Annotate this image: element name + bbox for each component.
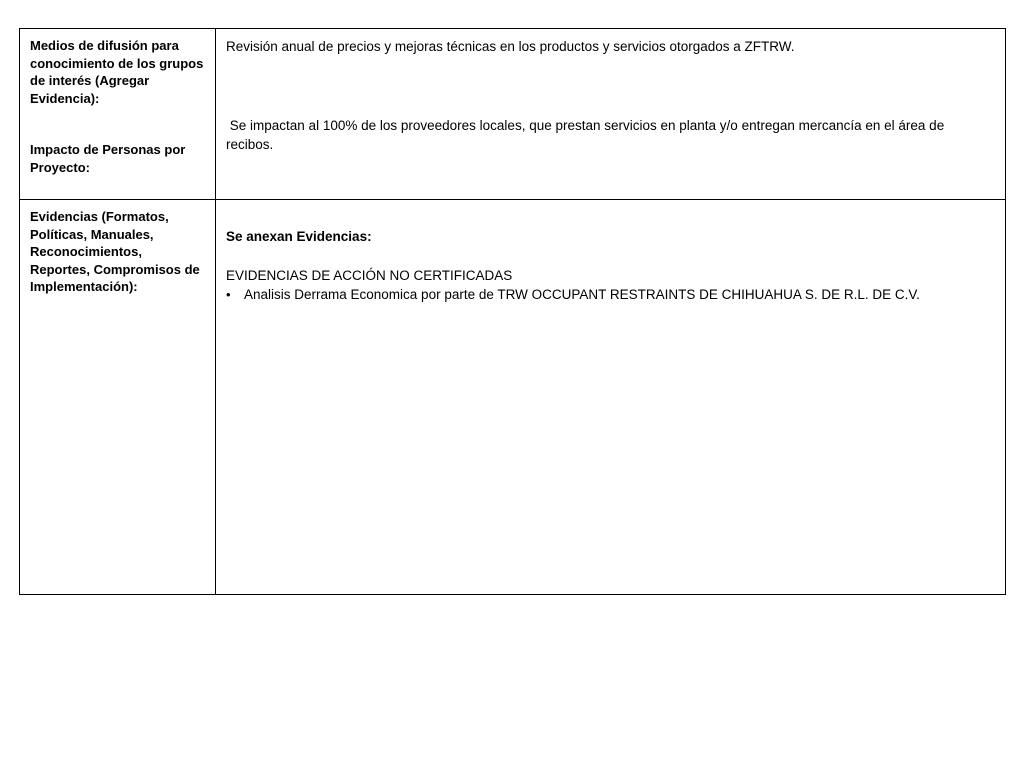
content-impacto-personas: Se impactan al 100% de los proveedores locales, que prestan servicios en planta y/o entregan mercancía en el área de recibos. bbox=[226, 117, 948, 152]
document-table bbox=[19, 28, 1006, 595]
content-cell-difusion-impacto bbox=[216, 29, 1006, 200]
list-item bbox=[226, 285, 995, 305]
evidencia-bullet-text: Analisis Derrama Economica por parte de TRW OCCUPANT RESTRAINTS DE CHIHUAHUA S. DE R.L. DE C.V. bbox=[244, 287, 920, 302]
label-cell-difusion-impacto bbox=[20, 29, 216, 200]
label-evidencias: Evidencias (Formatos, Políticas, Manuales, Reconocimientos, Reportes, Compromisos de Implementación): bbox=[30, 209, 200, 294]
content-medios-difusion: Revisión anual de precios y mejoras técnicas en los productos y servicios otorgados a ZFTRW. bbox=[226, 39, 795, 54]
content-cell-evidencias bbox=[216, 200, 1006, 595]
label-cell-evidencias bbox=[20, 200, 216, 595]
label-impacto-personas: Impacto de Personas por Proyecto: bbox=[30, 142, 186, 175]
evidencias-subheading: EVIDENCIAS DE ACCIÓN NO CERTIFICADAS bbox=[226, 267, 513, 283]
bullet-icon: • bbox=[226, 287, 231, 302]
evidencias-heading: Se anexan Evidencias: bbox=[226, 229, 372, 244]
table-row bbox=[20, 200, 1006, 595]
label-medios-difusion: Medios de difusión para conocimiento de los grupos de interés (Agregar Evidencia): bbox=[30, 38, 204, 106]
table-row bbox=[20, 29, 1006, 200]
